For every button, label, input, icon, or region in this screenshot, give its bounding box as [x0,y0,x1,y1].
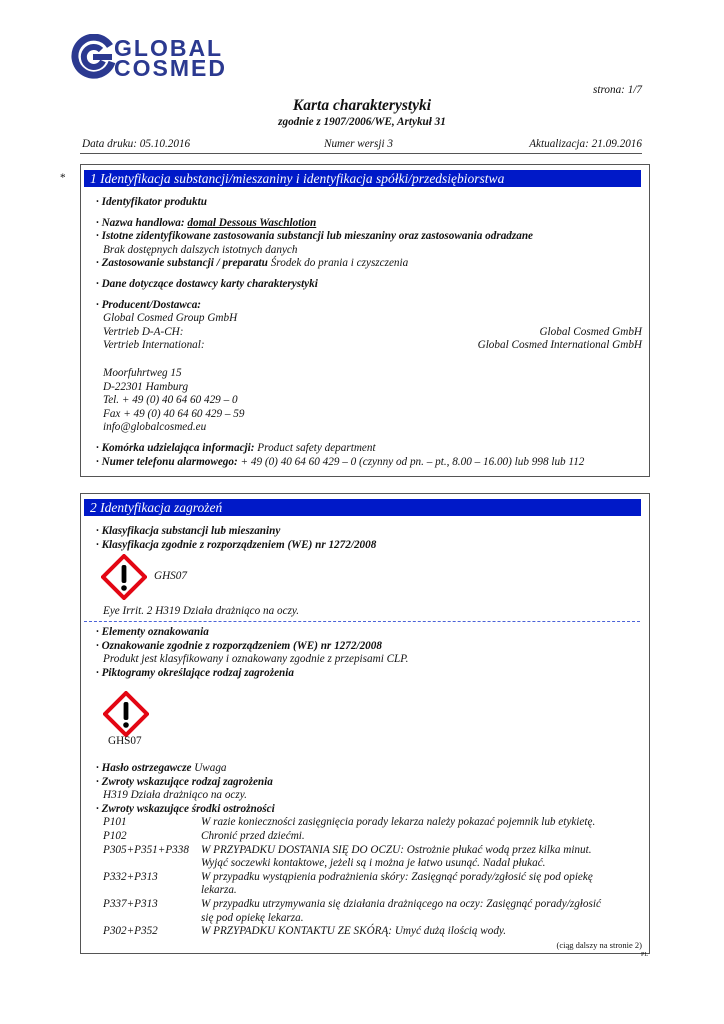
language-code: PL [640,952,648,958]
update-date: Aktualizacja: 21.09.2016 [529,138,642,150]
supplier-details-heading: · Dane dotyczące dostawcy karty charakterystyki [96,277,318,290]
h319-statement: H319 Działa drażniąco na oczy. [103,789,247,802]
section-1-title: 1 Identyfikacja substancji/mieszaniny i identyfikacja spółki/przedsiębiorstwa [84,170,641,187]
ghs07-exclamation-icon [101,554,147,600]
statements-block [96,762,646,939]
list-item: P102 Chronić przed dziećmi. [103,829,305,842]
continued-note: (ciąg dalszy na stronie 2) [556,940,642,950]
pictograms-heading: · Piktogramy określające rodzaj zagrożenia [96,666,294,679]
version-number: Numer wersji 3 [324,138,393,150]
classification-regulation: · Klasyfikacja zgodnie z rozporządzeniem (WE) nr 1272/2008 [96,538,377,551]
list-item: P101 W razie konieczności zasięgnięcia porady lekarza należy pokazać pojemnik lub etykietę. [103,816,596,829]
dach-row: Vertrieb D-A-CH: Global Cosmed GmbH [103,325,642,338]
ghs07-exclamation-icon [103,691,149,737]
label-elements-block [96,626,646,680]
pictogram-code: GHS07 [108,735,142,747]
page-number: strona: 1/7 [593,84,642,96]
producer-name: Global Cosmed Group GmbH [103,312,238,325]
precautionary-heading: · Zwroty wskazujące środki ostrożności [96,802,275,815]
international-row: Vertrieb International: Global Cosmed International GmbH [103,339,642,352]
change-marker: * [60,172,66,184]
precautionary-list: P101 W razie konieczności zasięgnięcia porady lekarza należy pokazać pojemnik lub etykietę. P102 Chronić przed dziećmi. P305+P351+P338 W PRZYPADKU DOSTANIA SIĘ DO OCZU: Ostrożnie płukać wodą przez kilka minut. Wyjąć soczewki kontaktowe, jeżeli są i można je łatwo usunąć. Nadal płukać. P332+P313 W przypadku wystąpienia podrażnienia skóry: Zasięgnąć porady/zgłosić się pod opiekę lekarza. P337+P313 W przypadku utrzymywania się działania drażniącego na oczy: Zasięgnąć porady/zgłosić się pod opiekę lekarza. P302+P352 W PRZYPADKU KONTAKTU ZE SKÓRĄ: Umyć dużą ilością wody. [96,816,646,938]
classification-block [96,525,646,552]
relevant-uses-value: Brak dostępnych dalszych istotnych danych [103,243,298,256]
section-2-title: 2 Identyfikacja zagrożeń [84,499,641,516]
emergency-phone-row: · Numer telefonu alarmowego: + 49 (0) 40 64 60 429 – 0 (czynny od pn. – pt., 8.00 – 16.00) lub 998 lub 112 [96,455,585,468]
signal-word-row: · Hasło ostrzegawcze Uwaga [96,762,227,774]
list-item: P302+P352 W PRZYPADKU KONTAKTU ZE SKÓRĄ: Umyć dużą ilością wody. [103,925,507,938]
print-date: Data druku: 05.10.2016 [82,138,191,150]
dashed-divider [84,621,640,622]
producer-heading: · Producent/Dostawca: [96,298,202,311]
list-item: P305+P351+P338 W PRZYPADKU DOSTANIA SIĘ DO OCZU: Ostrożnie płukać wodą przez kilka minut. [103,843,592,856]
header-divider [80,153,642,154]
hazard-class: Eye Irrit. 2 H319 Działa drażniąco na oczy. [103,605,300,617]
info-department-row: · Komórka udzielająca informacji: Product safety department [96,441,376,454]
address-city: D-22301 Hamburg [103,380,189,393]
trade-name-value: domal Dessous Waschlotion [187,216,317,229]
document-title: Karta charakterystyki [292,97,432,114]
section-1-body [96,196,646,469]
list-item: P332+P313 W przypadku wystąpienia podrażnienia skóry: Zasięgnąć porady/zgłosić się pod opiekę [103,870,593,883]
labelling-regulation: · Oznakowanie zgodnie z rozporządzeniem (WE) nr 1272/2008 [96,639,382,652]
fax: Fax + 49 (0) 40 64 60 429 – 59 [103,407,245,420]
phone: Tel. + 49 (0) 40 64 60 429 – 0 [103,394,238,407]
hazard-statements-heading: · Zwroty wskazujące rodzaj zagrożenia [96,775,273,788]
address-street: Moorfuhrtweg 15 [103,366,182,379]
label-elements-heading: · Elementy oznakowania [96,626,209,638]
relevant-uses-heading: · Istotne zidentyfikowane zastosowania substancji lub mieszaniny oraz zastosowania odradzane [96,230,534,243]
document-subtitle: zgodnie z 1907/2006/WE, Artykuł 31 [278,116,446,128]
list-item: P337+P313 W przypadku utrzymywania się działania drażniącego na oczy: Zasięgnąć porady/zgłosić [103,897,601,910]
labelling-text: Produkt jest klasyfikowany i oznakowany zgodnie z przepisami CLP. [103,653,409,666]
logo-wordmark: GLOBAL COSMED [114,35,227,81]
global-cosmed-logo-icon [70,34,116,80]
email: info@globalcosmed.eu [103,421,207,434]
application-row: · Zastosowanie substancji / preparatu Środek do prania i czyszczenia [96,257,409,270]
classification-heading: · Klasyfikacja substancji lub mieszaniny [96,525,281,537]
trade-name-row: · Nazwa handlowa: domal Dessous Waschlotion [96,216,317,229]
product-identifier-heading: · Identyfikator produktu [96,196,207,208]
ghs-code-label: GHS07 [154,570,187,582]
